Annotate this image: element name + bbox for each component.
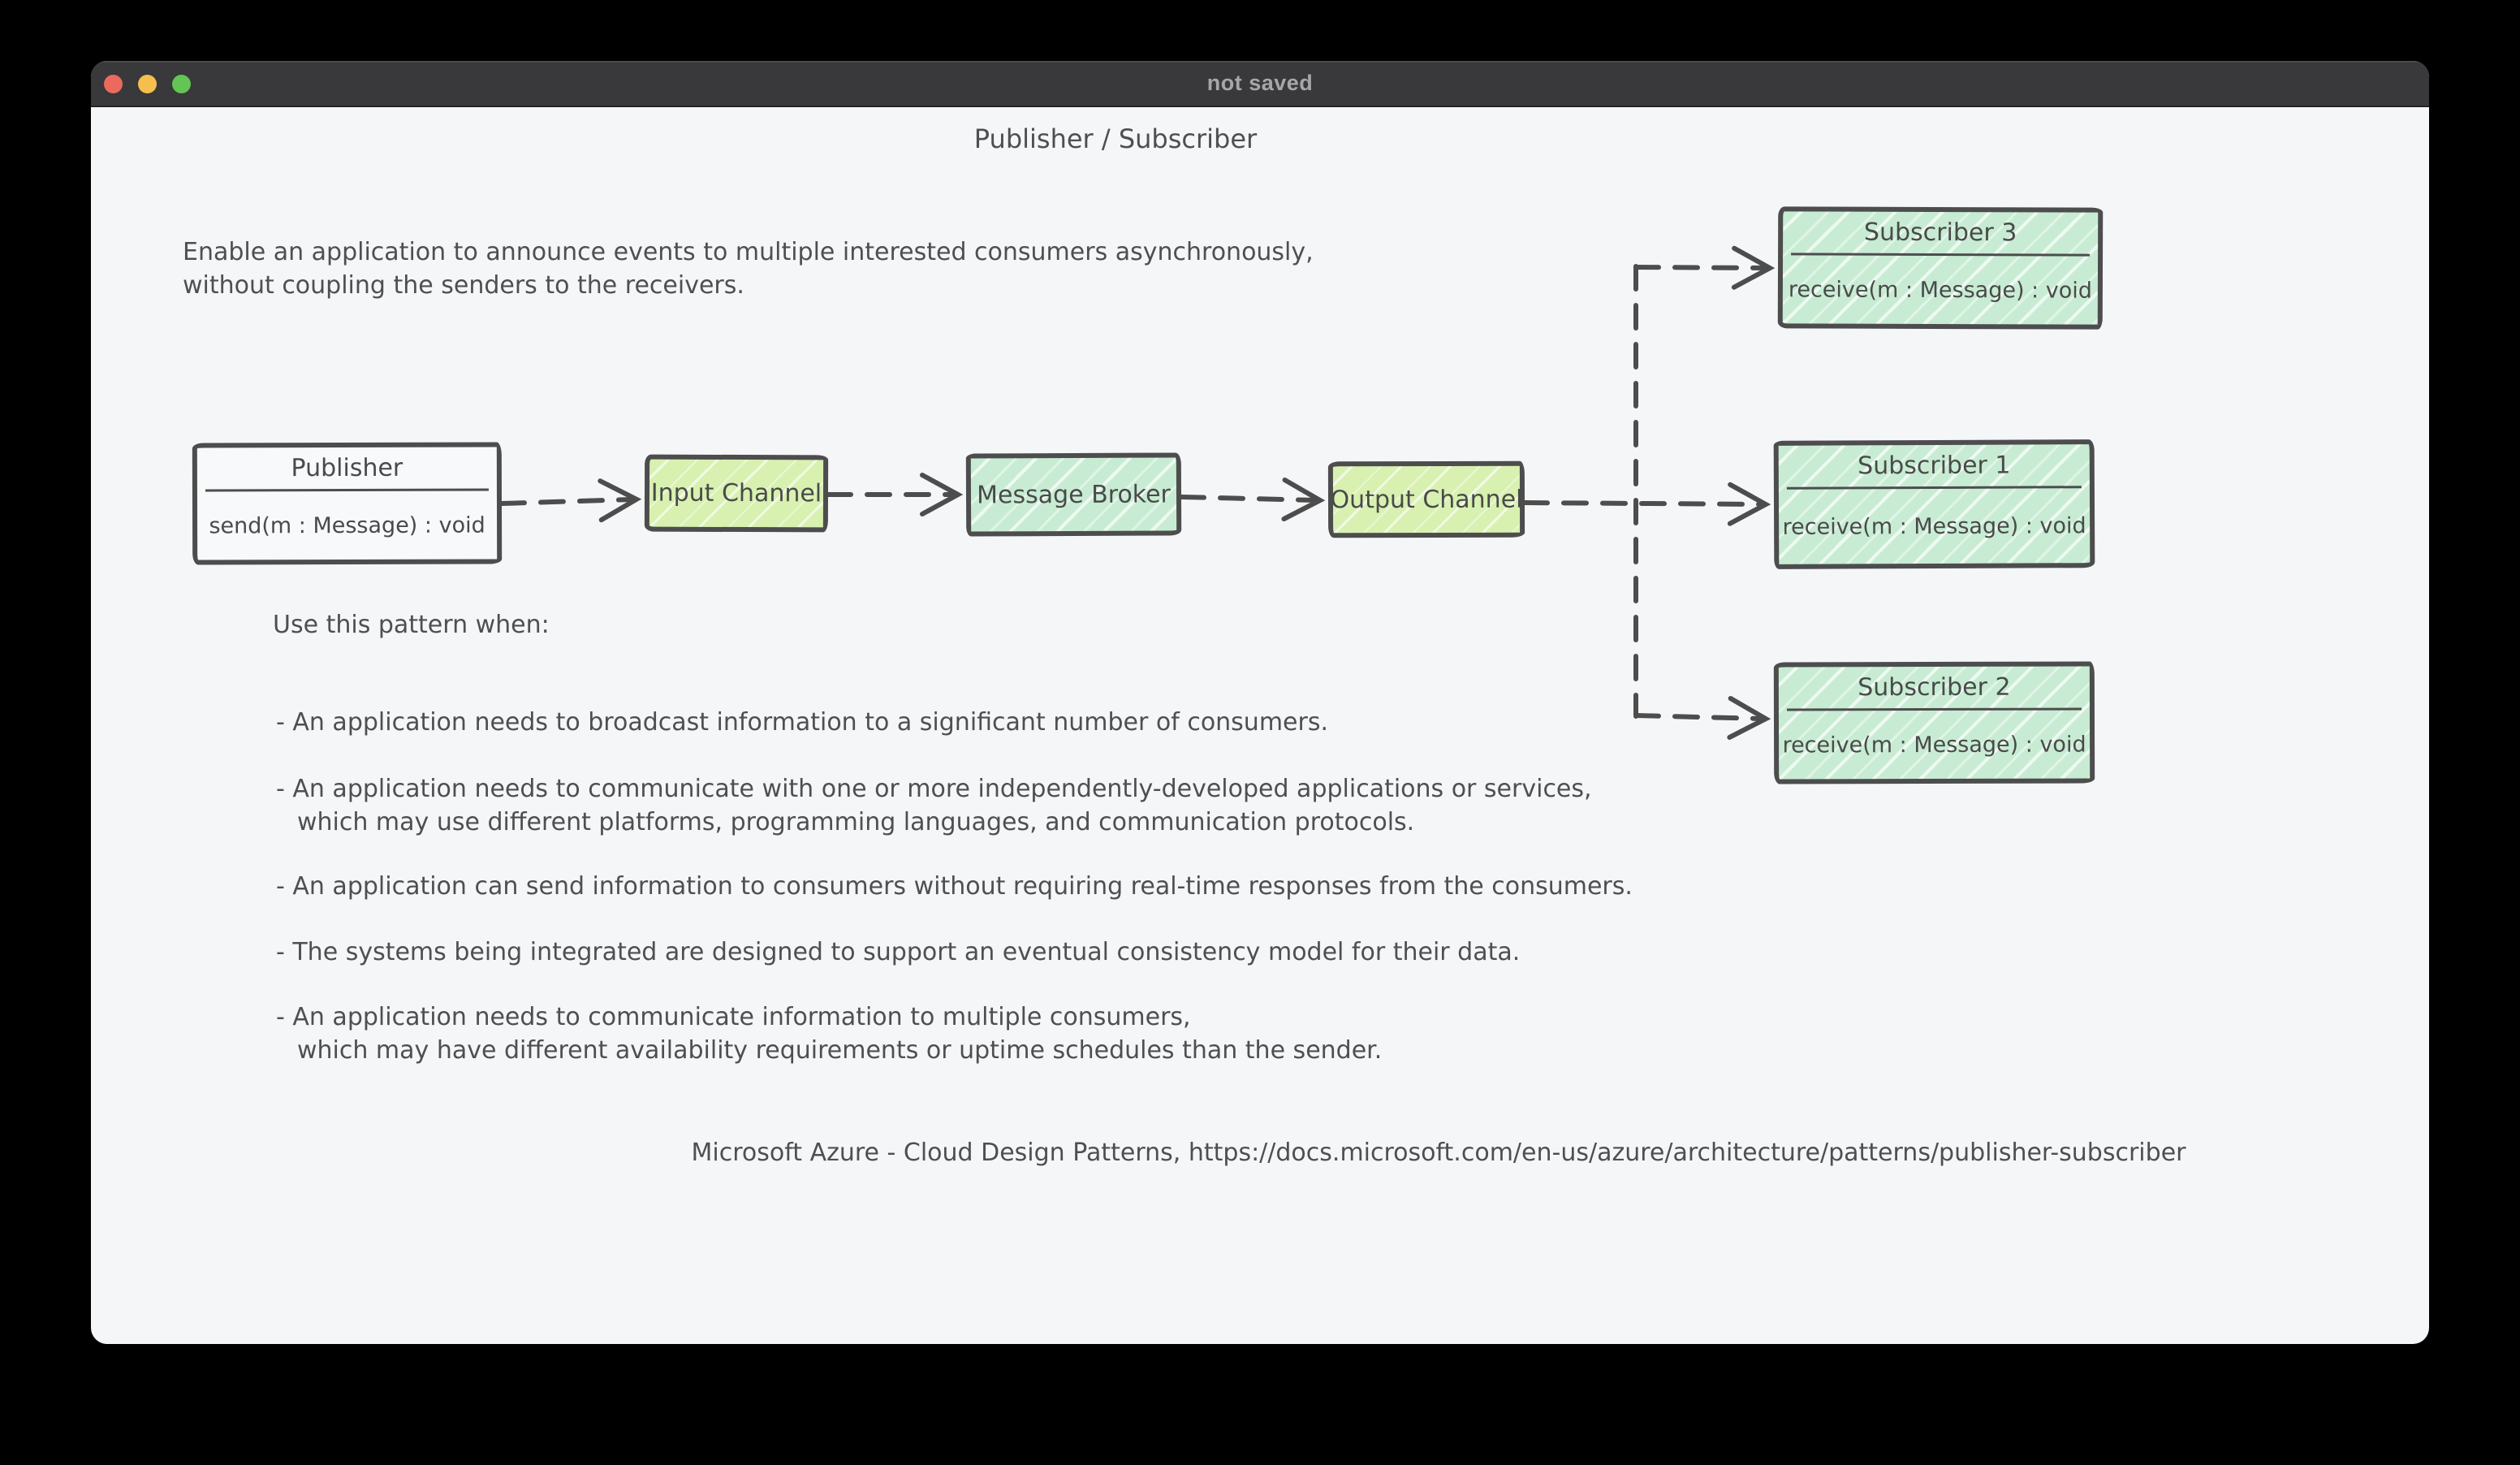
message-broker-node[interactable]: [966, 452, 1181, 536]
connector-publisher-to-input-channel[interactable]: [502, 499, 633, 503]
bullet-item: - The systems being integrated are designed to support an eventual consistency model for their data.: [276, 938, 1521, 966]
subscriber-3-method: receive(m : Message) : void: [1788, 276, 2092, 304]
input-channel-node[interactable]: [645, 455, 828, 533]
traffic-lights: [104, 61, 191, 107]
connector-output-channel-to-subscriber-1[interactable]: [1525, 503, 1763, 504]
publisher-method: send(m : Message) : void: [209, 512, 485, 538]
publisher-title: Publisher: [291, 453, 403, 483]
subscriber-2-method: receive(m : Message) : void: [1782, 732, 2086, 758]
bullet-item-continuation: which may use different platforms, programming languages, and communication protocols.: [297, 808, 1415, 836]
bullet-item: - An application needs to broadcast information to a significant number of consumers.: [276, 708, 1329, 737]
bullet-item: - An application needs to communicate information to multiple consumers,: [276, 1003, 1191, 1031]
intro-line-2: without coupling the senders to the receivers.: [183, 271, 744, 300]
output-channel-label: Output Channel: [1330, 485, 1523, 514]
subscriber-3-title: Subscriber 3: [1863, 218, 2017, 248]
subscriber-1-node[interactable]: [1774, 439, 2095, 569]
subscriber-3-node[interactable]: [1778, 206, 2104, 329]
message-broker-label: Message Broker: [977, 479, 1171, 510]
window-title: not saved: [1206, 71, 1314, 95]
minimize-button[interactable]: [138, 75, 157, 93]
bullet-item: - An application can send information to consumers without requiring real-time responses from the consumers.: [276, 872, 1633, 901]
window-titlebar[interactable]: [91, 61, 2429, 107]
input-channel-label: Input Channel: [650, 478, 822, 508]
connector-branch-to-subscriber-3[interactable]: [1636, 267, 1767, 268]
connector-message-broker-to-output-channel[interactable]: [1181, 497, 1317, 500]
diagram-title: Publisher / Subscriber: [973, 123, 1258, 154]
bullet-item-continuation: which may have different availability requirements or uptime schedules than the sender.: [297, 1036, 1383, 1065]
output-channel-node[interactable]: [1328, 461, 1525, 538]
subscriber-1-title: Subscriber 1: [1858, 451, 2011, 481]
app-window: [91, 61, 2429, 1344]
subscriber-1-method: receive(m : Message) : void: [1782, 512, 2086, 540]
zoom-button[interactable]: [172, 75, 191, 93]
subscriber-2-node[interactable]: [1774, 661, 2095, 784]
subscriber-2-title: Subscriber 2: [1858, 672, 2011, 702]
source-credit: Microsoft Azure - Cloud Design Patterns, https://docs.microsoft.com/en-us/azure/architecture/patterns/publisher-subscriber: [691, 1139, 2186, 1167]
close-button[interactable]: [104, 75, 123, 93]
publisher-node[interactable]: [192, 443, 502, 565]
bullet-item: - An application needs to communicate with one or more independently-developed applications or services,: [276, 775, 1592, 803]
connector-branch-to-subscriber-2[interactable]: [1636, 715, 1763, 719]
intro-line-1: Enable an application to announce events to multiple interested consumers asynchronously,: [183, 238, 1314, 266]
pattern-heading: Use this pattern when:: [273, 611, 550, 639]
drawing-canvas[interactable]: [91, 107, 2429, 1342]
